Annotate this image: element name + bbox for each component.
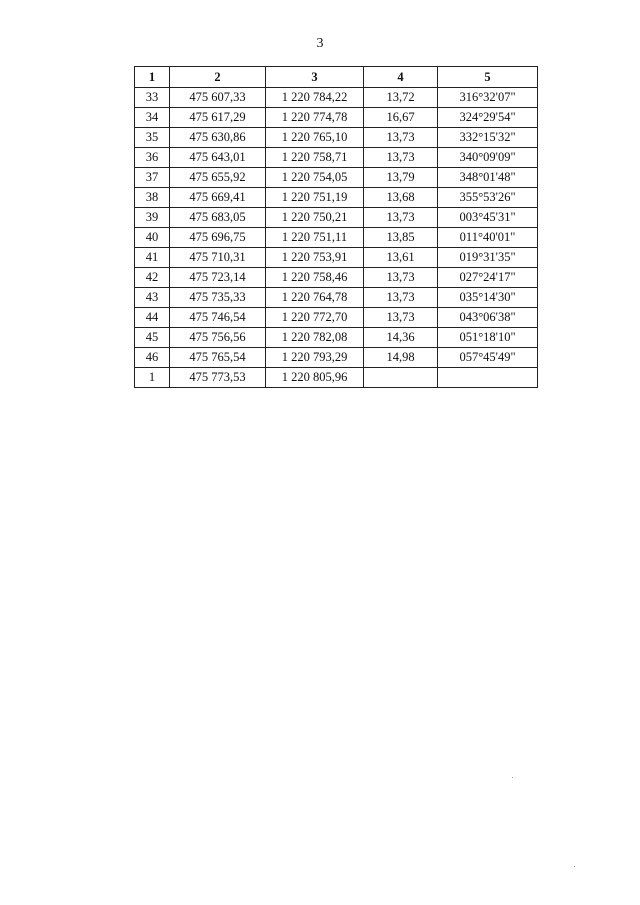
table-cell-col-3: 1 220 774,78 [266,108,364,128]
table-row [135,288,538,308]
table-cell-col-4: 13,73 [364,308,438,328]
table-cell-col-4: 16,67 [364,108,438,128]
table-cell-col-5: 355°53'26" [438,188,538,208]
table-cell-col-3: 1 220 754,05 [266,168,364,188]
table-cell-col-5: 011°40'01" [438,228,538,248]
table-cell-col-3: 1 220 772,70 [266,308,364,328]
table-cell-col-5: 332°15'32" [438,128,538,148]
table-cell-col-4: 14,98 [364,348,438,368]
table-cell-col-3: 1 220 753,91 [266,248,364,268]
table-row [135,268,538,288]
table-cell-col-1: 1 [135,368,170,388]
table-body [135,88,538,388]
table-cell-col-3: 1 220 758,71 [266,148,364,168]
table-cell-col-1: 37 [135,168,170,188]
table-cell-col-4: 13,73 [364,148,438,168]
table-cell-col-2: 475 655,92 [170,168,266,188]
table-cell-col-3: 1 220 764,78 [266,288,364,308]
table-cell-col-2: 475 643,01 [170,148,266,168]
table-cell-col-3: 1 220 765,10 [266,128,364,148]
table-cell-col-4: 13,61 [364,248,438,268]
table-row [135,348,538,368]
table-row [135,248,538,268]
table-cell-col-2: 475 669,41 [170,188,266,208]
table-cell-col-4: 13,73 [364,288,438,308]
table-cell-col-1: 36 [135,148,170,168]
table-cell-col-1: 45 [135,328,170,348]
table-cell-col-3: 1 220 758,46 [266,268,364,288]
table-cell-col-3: 1 220 751,11 [266,228,364,248]
table-cell-col-2: 475 735,33 [170,288,266,308]
table-cell-col-5: 051°18'10" [438,328,538,348]
table-cell-col-4: 14,36 [364,328,438,348]
table-cell-col-2: 475 765,54 [170,348,266,368]
table-cell-col-3: 1 220 782,08 [266,328,364,348]
table-cell-col-1: 38 [135,188,170,208]
table-row [135,308,538,328]
table-row [135,108,538,128]
table-cell-col-2: 475 696,75 [170,228,266,248]
table-cell-col-2: 475 746,54 [170,308,266,328]
table-row [135,228,538,248]
table-cell-col-3: 1 220 784,22 [266,88,364,108]
table-cell-col-1: 42 [135,268,170,288]
table-cell-col-1: 35 [135,128,170,148]
table-cell-col-4: 13,73 [364,128,438,148]
table-cell-col-5: 003°45'31" [438,208,538,228]
table-cell-col-2: 475 756,56 [170,328,266,348]
table-row [135,188,538,208]
table-cell-col-2: 475 630,86 [170,128,266,148]
table-cell-col-2: 475 617,29 [170,108,266,128]
table-cell-col-2: 475 683,05 [170,208,266,228]
table-cell-col-5: 316°32'07" [438,88,538,108]
table-row [135,368,538,388]
table-cell-col-5: 027°24'17" [438,268,538,288]
table-cell-col-4: 13,72 [364,88,438,108]
table-cell-col-5: 019°31'35" [438,248,538,268]
table-cell-col-3: 1 220 750,21 [266,208,364,228]
table-row [135,168,538,188]
table-cell-col-1: 39 [135,208,170,228]
table-cell-col-4 [364,368,438,388]
table-cell-col-1: 34 [135,108,170,128]
scan-speck [512,777,513,778]
header-col-2: 2 [170,67,266,88]
table-cell-col-1: 40 [135,228,170,248]
table-cell-col-5: 340°09'09" [438,148,538,168]
page-number: 3 [316,36,324,51]
table-row [135,208,538,228]
scan-speck [574,866,575,867]
table-cell-col-3: 1 220 793,29 [266,348,364,368]
table-cell-col-5: 035°14'30" [438,288,538,308]
table-cell-col-3: 1 220 805,96 [266,368,364,388]
header-col-3: 3 [266,67,364,88]
table-cell-col-1: 41 [135,248,170,268]
table-row [135,88,538,108]
table-cell-col-4: 13,73 [364,268,438,288]
table-cell-col-5: 057°45'49" [438,348,538,368]
table-cell-col-5 [438,368,538,388]
table-cell-col-4: 13,73 [364,208,438,228]
table-cell-col-1: 43 [135,288,170,308]
table-row [135,148,538,168]
coordinates-table [134,66,538,388]
table-cell-col-2: 475 607,33 [170,88,266,108]
table-header [135,67,538,88]
table-cell-col-4: 13,79 [364,168,438,188]
table-cell-col-4: 13,68 [364,188,438,208]
table-cell-col-1: 46 [135,348,170,368]
table-cell-col-2: 475 710,31 [170,248,266,268]
table-cell-col-5: 043°06'38" [438,308,538,328]
header-col-4: 4 [364,67,438,88]
table-cell-col-1: 44 [135,308,170,328]
table-cell-col-2: 475 723,14 [170,268,266,288]
table-row [135,328,538,348]
table-cell-col-5: 348°01'48" [438,168,538,188]
table-cell-col-4: 13,85 [364,228,438,248]
table-cell-col-1: 33 [135,88,170,108]
table-row [135,128,538,148]
header-row [135,67,538,88]
table-cell-col-5: 324°29'54" [438,108,538,128]
table-cell-col-2: 475 773,53 [170,368,266,388]
header-col-5: 5 [438,67,538,88]
header-col-1: 1 [135,67,170,88]
table-cell-col-3: 1 220 751,19 [266,188,364,208]
